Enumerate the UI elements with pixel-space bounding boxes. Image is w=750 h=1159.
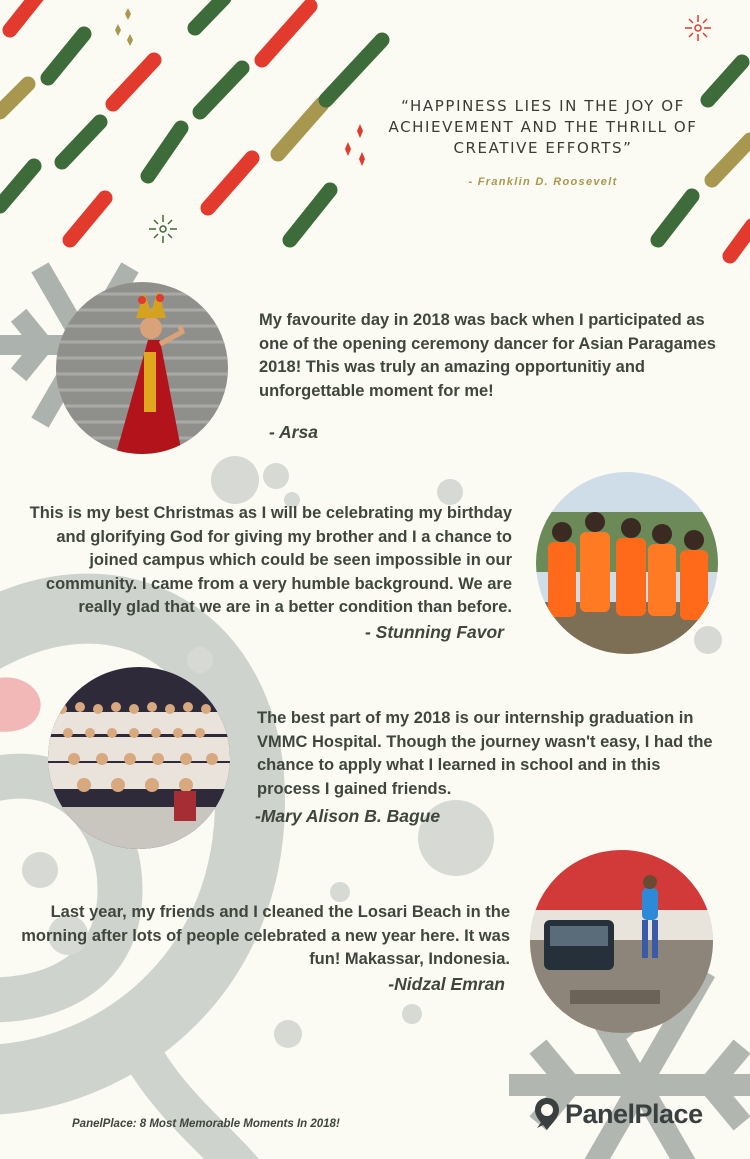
map-pin-icon [533,1096,561,1132]
quote-text: “HAPPINESS LIES IN THE JOY OF ACHIEVEMENT AND THE THRILL OF CREATIVE EFFORTS” [388,97,698,157]
photo-graduation-group [48,667,230,849]
testimonial-1-author: - Arsa [269,422,318,442]
pink-blob [0,677,41,731]
testimonial-4-author: -Nidzal Emran [388,974,505,994]
testimonial-4-text: Last year, my friends and I cleaned the Losari Beach in the morning after lots of people celebrated a new year here. It was fun! Makassar, Indonesia. [21,903,510,968]
testimonial-2-text: This is my best Christmas as I will be celebrating my birthday and glorifying God for giving my brother and I a chance to joined campus which could be seen impossible in our community. I came from a very humble background. We are really glad that we are in a better condition than before. [29,504,512,616]
group-vests-photo-icon [536,472,718,654]
photo-dancer [56,282,228,454]
dancer-photo-icon [56,282,228,454]
footer-caption: PanelPlace: 8 Most Memorable Moments In 2018! [72,1118,340,1130]
testimonial-3-author: -Mary Alison B. Bague [255,806,441,826]
panelplace-logo[interactable] [533,1096,703,1132]
testimonial-3-text: The best part of my 2018 is our internship graduation in VMMC Hospital. Though the journey wasn't easy, I had the chance to apply what I learned in school and in this process I gained friends. [257,709,713,798]
logo-text: PanelPlace [565,1098,703,1129]
testimonial-2-author: - Stunning Favor [364,622,504,642]
graduation-group-photo-icon [48,667,230,849]
photo-beach-cleanup [530,850,713,1033]
beach-cleanup-photo-icon [530,850,713,1033]
photo-group-vests [536,472,718,654]
testimonial-1-text: My favourite day in 2018 was back when I participated as one of the opening ceremony dancer for Asian Paragames 2018! This was truly an amazing opportunitiy and unforgettable moment for me! [259,311,716,400]
quote-author: - Franklin D. Roosevelt [468,176,618,188]
